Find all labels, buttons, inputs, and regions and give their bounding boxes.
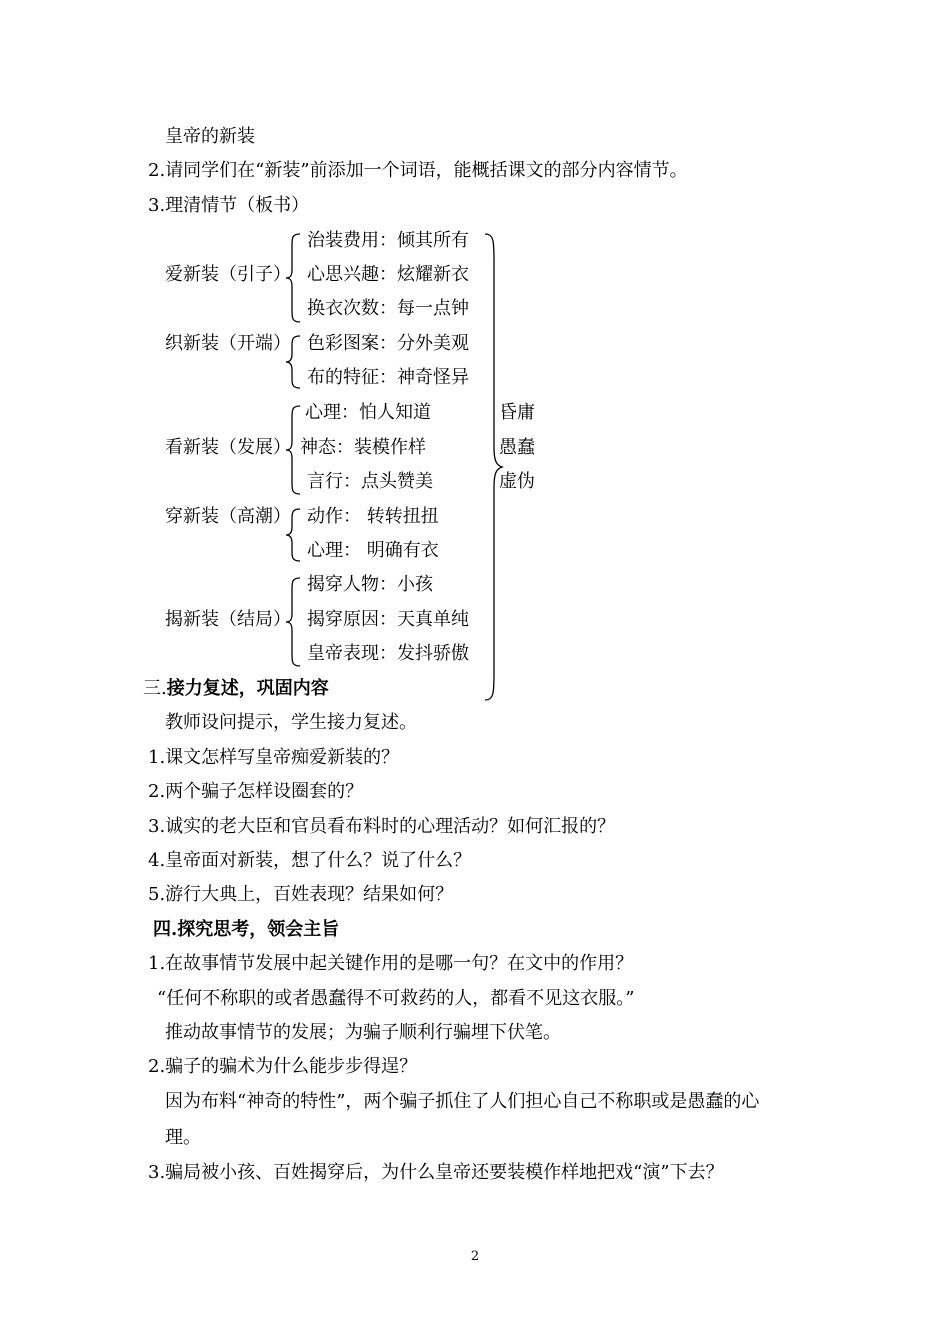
board-item: 心理： 明确有衣 [307,540,439,561]
board-item: 言行：点头赞美 [307,471,433,492]
board-item: 换衣次数：每一点钟 [307,298,469,319]
left-brace [284,232,304,324]
section4-q1-quote: “任何不称职的或者愚蠢得不可救药的人，都看不见这衣服。” [157,988,635,1009]
section4-q2-answer-cont: 理。 [165,1127,201,1148]
section3-question: 5.游行大典上，百姓表现？结果如何？ [148,884,454,905]
section3-heading-text: 接力复述，巩固内容 [166,678,329,699]
board-item: 心理：怕人知道 [305,402,431,423]
board-item: 皇帝表现：发抖骄傲 [307,643,469,664]
section4-q2: 2.骗子的骗术为什么能步步得逞？ [148,1056,418,1077]
section3-question: 1.课文怎样写皇帝痴爱新装的？ [148,747,400,768]
section3-question: 2.两个骗子怎样设圈套的？ [148,781,364,802]
board-group-label: 穿新装（高潮） [165,506,291,527]
board-item: 揭穿人物：小孩 [307,574,433,595]
intro-title-line: 皇帝的新装 [165,126,255,147]
board-group-label: 揭新装（结局） [165,609,291,630]
board-item: 治装费用：倾其所有 [307,230,469,251]
section4-q1-answer: 推动故事情节的发展；为骗子顺利行骗埋下伏笔。 [165,1022,561,1043]
left-brace [284,507,304,563]
intro-step-2: 2.请同学们在“新装”前添加一个词语，能概括课文的部分内容情节。 [148,160,688,181]
board-item: 动作： 转转扭扭 [307,506,439,527]
left-brace [284,334,304,390]
section3-question: 3.诚实的老大臣和官员看布料时的心理活动？如何汇报的？ [148,816,616,837]
left-brace [284,576,304,668]
section3-heading [143,677,329,701]
summary-word: 虚伪 [499,471,535,492]
board-group-label: 爱新装（引子） [165,264,291,285]
board-item: 神态：装模作样 [300,437,426,458]
board-item: 色彩图案：分外美观 [307,333,469,354]
section3-heading-num: 三. [143,678,167,699]
section4-heading: 四.探究思考，领会主旨 [153,919,340,940]
summary-word: 昏庸 [499,402,535,423]
page-number: 2 [470,1249,480,1264]
summary-word: 愚蠢 [499,437,535,458]
right-brace [482,232,506,702]
section4-q1: 1.在故事情节发展中起关键作用的是哪一句？在文中的作用？ [148,953,634,974]
board-item: 心思兴趣：炫耀新衣 [307,264,469,285]
section3-intro: 教师设问提示，学生接力复述。 [165,712,417,733]
board-item: 布的特征：神奇怪异 [307,367,469,388]
intro-step-3: 3.理清情节（板书） [148,195,310,216]
section4-q2-answer: 因为布料“神奇的特性”，两个骗子抓住了人们担心自己不称职或是愚蠢的心 [165,1091,760,1112]
section4-q3: 3.骗局被小孩、百姓揭穿后，为什么皇帝还要装模作样地把戏“演”下去？ [148,1162,724,1183]
board-item: 揭穿原因：天真单纯 [307,609,469,630]
section3-question: 4.皇帝面对新装，想了什么？说了什么？ [148,850,472,871]
board-group-label: 看新装（发展） [165,437,291,458]
board-group-label: 织新装（开端） [165,333,291,354]
